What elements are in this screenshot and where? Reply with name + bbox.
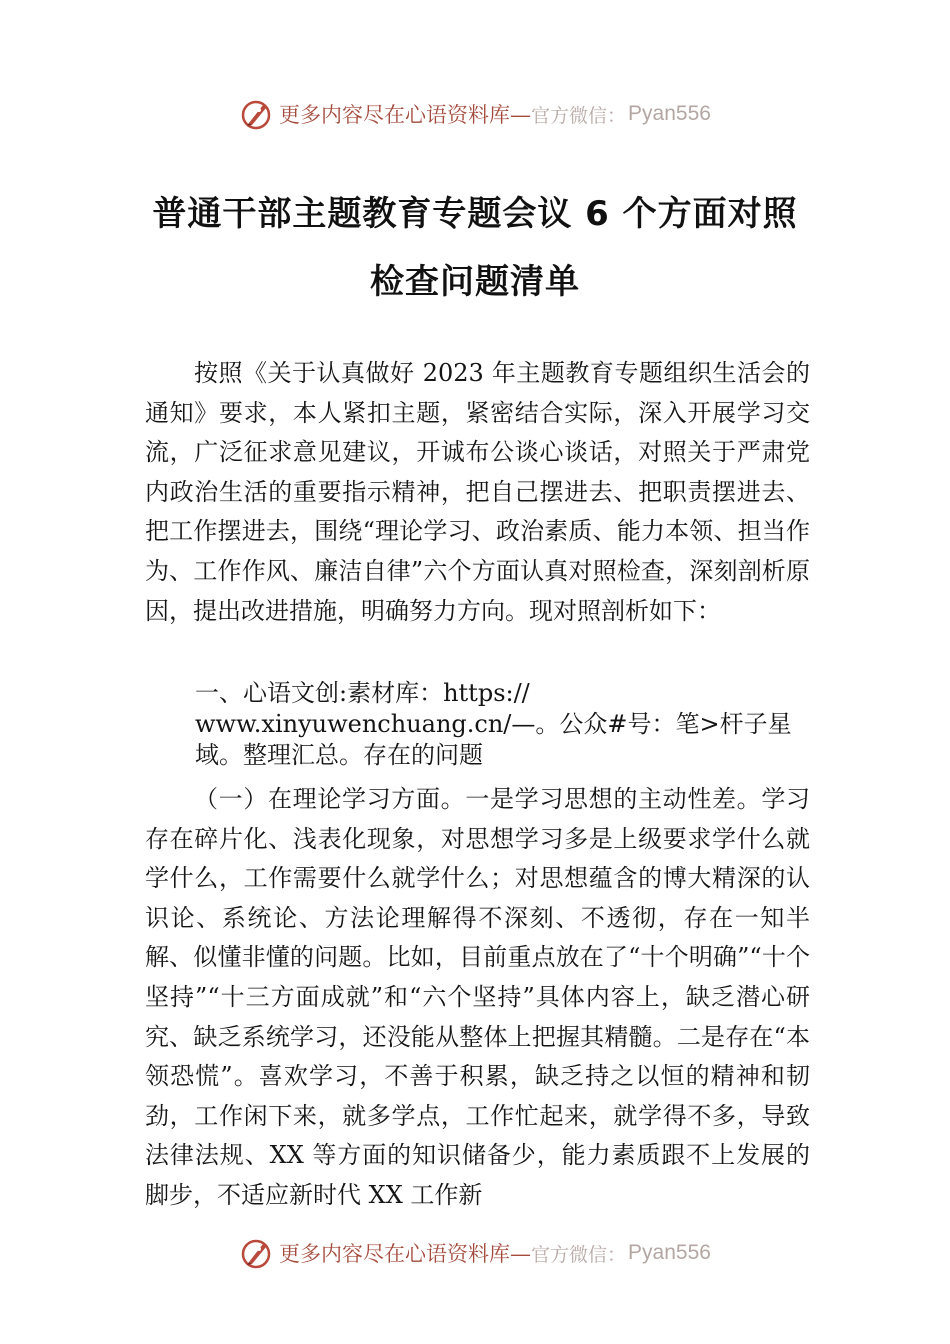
- banner-text: 更多内容尽在心语资料库—: [279, 1242, 532, 1266]
- footer-banner: [0, 1233, 950, 1273]
- intro-paragraph: 按照《关于认真做好 2023 年主题教育专题组织生活会的通知》要求，本人紧扣主题，紧密结合实际，深入开展学习交流，广泛征求意见建议，开诚布公谈心谈话，对照关于严肃党内政治生活的重要指示精神，把自己摆进去、把职责摆进去、把工作摆进去，围绕“理论学习、政治素质、能力本领、担当作为、工作作风、廉洁自律”六个方面认真对照检查，深刻剖析原因，提出改进措施，明确努力方向。现对照剖析如下：: [145, 359, 810, 625]
- banner-wechat-label: 官方微信：: [531, 104, 627, 127]
- pen-circle-logo-icon: [239, 97, 273, 131]
- banner-wechat-label: 官方微信：: [531, 1243, 627, 1266]
- pen-circle-logo-icon: [239, 1236, 273, 1270]
- document-title-line2: 检查问题清单: [370, 262, 580, 302]
- section-heading: 一、心语文创:素材库：https:// www.xinyuwenchuang.cn/—。公众#号：笔>杆子星域。整理汇总。存在的问题: [195, 679, 792, 769]
- document-title-line1: 普通干部主题教育专题会议 6 个方面对照: [152, 194, 798, 234]
- header-banner: [0, 94, 950, 134]
- banner-text: 更多内容尽在心语资料库—: [279, 103, 532, 127]
- banner-wechat-id: Pyan556: [628, 102, 711, 125]
- banner-wechat-id: Pyan556: [628, 1241, 711, 1264]
- theory-study-paragraph: （一）在理论学习方面。一是学习思想的主动性差。学习存在碎片化、浅表化现象，对思想学习多是上级要求学什么就学什么，工作需要什么就学什么；对思想蕴含的博大精深的认识论、系统论、方法论理解得不深刻、不透彻，存在一知半解、似懂非懂的问题。比如，目前重点放在了“十个明确”“十个坚持”“十三方面成就”和“六个坚持”具体内容上，缺乏潜心研究、缺乏系统学习，还没能从整体上把握其精髓。二是存在“本领恐慌”。喜欢学习，不善于积累，缺乏持之以恒的精神和韧劲，工作闲下来，就多学点，工作忙起来，就学得不多，导致法律法规、XX 等方面的知识储备少，能力素质跟不上发展的脚步，不适应新时代 XX 工作新: [145, 785, 810, 1209]
